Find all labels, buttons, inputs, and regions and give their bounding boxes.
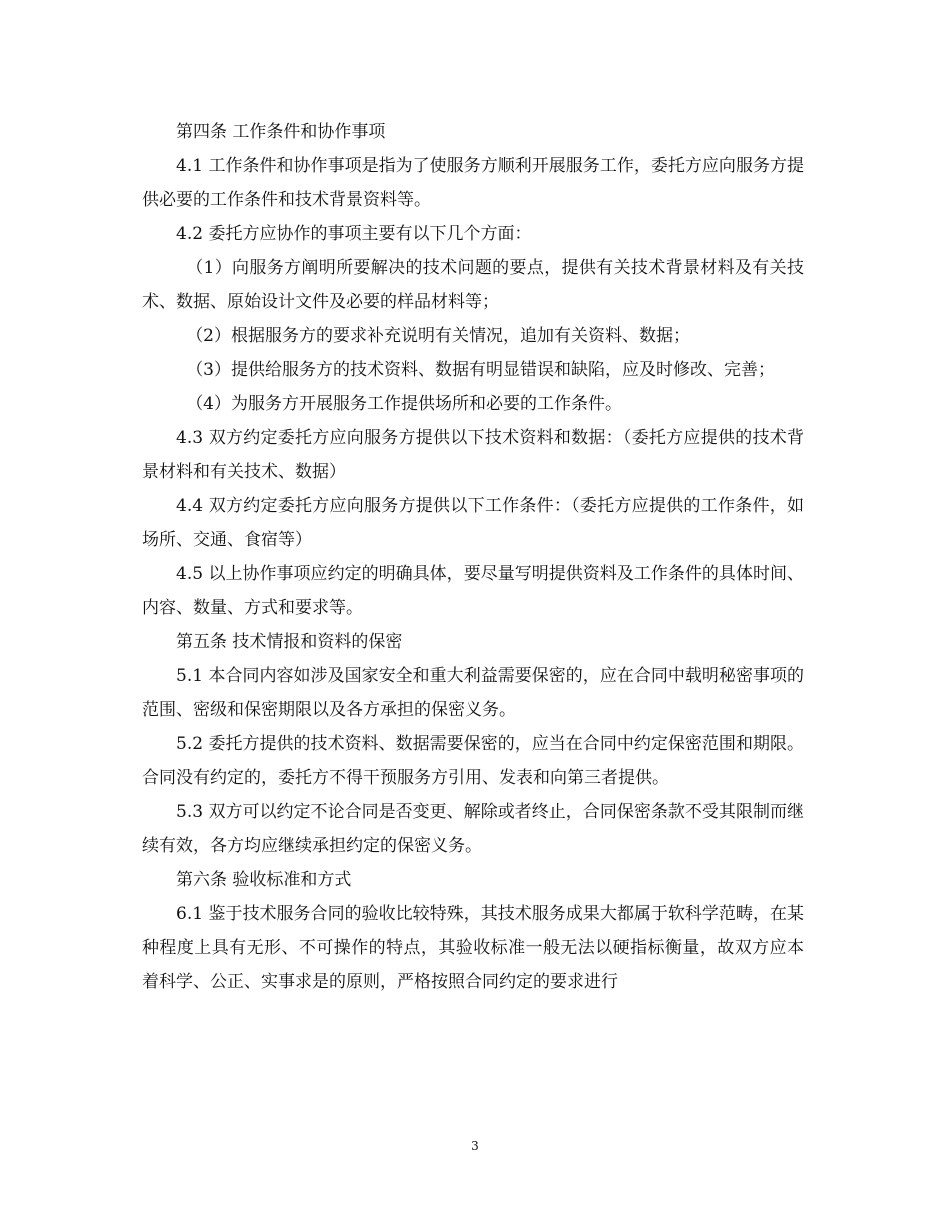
clause-4-5: 4.5 以上协作事项应约定的明确具体，要尽量写明提供资料及工作条件的具体时间、内容、数量、方式和要求等。: [142, 564, 804, 618]
section-heading-5: 第五条 技术情报和资料的保密: [176, 632, 403, 652]
clause-4-2-item-1: （1）向服务方阐明所要解决的技术问题的要点，提供有关技术背景材料及有关技术、数据、原始设计文件及必要的样品材料等；: [142, 258, 804, 312]
clause-4-2-item-3: （3）提供给服务方的技术资料、数据有明显错误和缺陷，应及时修改、完善；: [186, 360, 776, 380]
clause-4-2: 4.2 委托方应协作的事项主要有以下几个方面：: [176, 224, 532, 244]
clause-5-3: 5.3 双方可以约定不论合同是否变更、解除或者终止，合同保密条款不受其限制而继续有效，各方均应继续承担约定的保密义务。: [142, 802, 804, 856]
clause-5-1: 5.1 本合同内容如涉及国家安全和重大利益需要保密的，应在合同中载明秘密事项的范围、密级和保密期限以及各方承担的保密义务。: [142, 666, 804, 720]
clause-5-2: 5.2 委托方提供的技术资料、数据需要保密的，应当在合同中约定保密范围和期限。合同没有约定的，委托方不得干预服务方引用、发表和向第三者提供。: [142, 734, 804, 788]
clause-4-3: 4.3 双方约定委托方应向服务方提供以下技术资料和数据：（委托方应提供的技术背景材料和有关技术、数据）: [142, 428, 804, 482]
section-heading-6: 第六条 验收标准和方式: [176, 870, 352, 890]
clause-4-4: 4.4 双方约定委托方应向服务方提供以下工作条件：（委托方应提供的工作条件，如场所、交通、食宿等）: [142, 496, 804, 550]
clause-6-1: 6.1 鉴于技术服务合同的验收比较特殊，其技术服务成果大都属于软科学范畴，在某种程度上具有无形、不可操作的特点，其验收标准一般无法以硬指标衡量，故双方应本着科学、公正、实事求是的原则，严格按照合同约定的要求进行: [142, 904, 804, 992]
clause-4-2-item-2: （2）根据服务方的要求补充说明有关情况，追加有关资料、数据；: [186, 326, 691, 346]
section-heading-4: 第四条 工作条件和协作事项: [176, 122, 386, 142]
document-body: [142, 115, 804, 999]
clause-4-1: 4.1 工作条件和协作事项是指为了使服务方顺利开展服务工作，委托方应向服务方提供必要的工作条件和技术背景资料等。: [142, 156, 804, 210]
clause-4-2-item-4: （4）为服务方开展服务工作提供场所和必要的工作条件。: [186, 394, 623, 414]
page-number: 3: [471, 1139, 479, 1153]
